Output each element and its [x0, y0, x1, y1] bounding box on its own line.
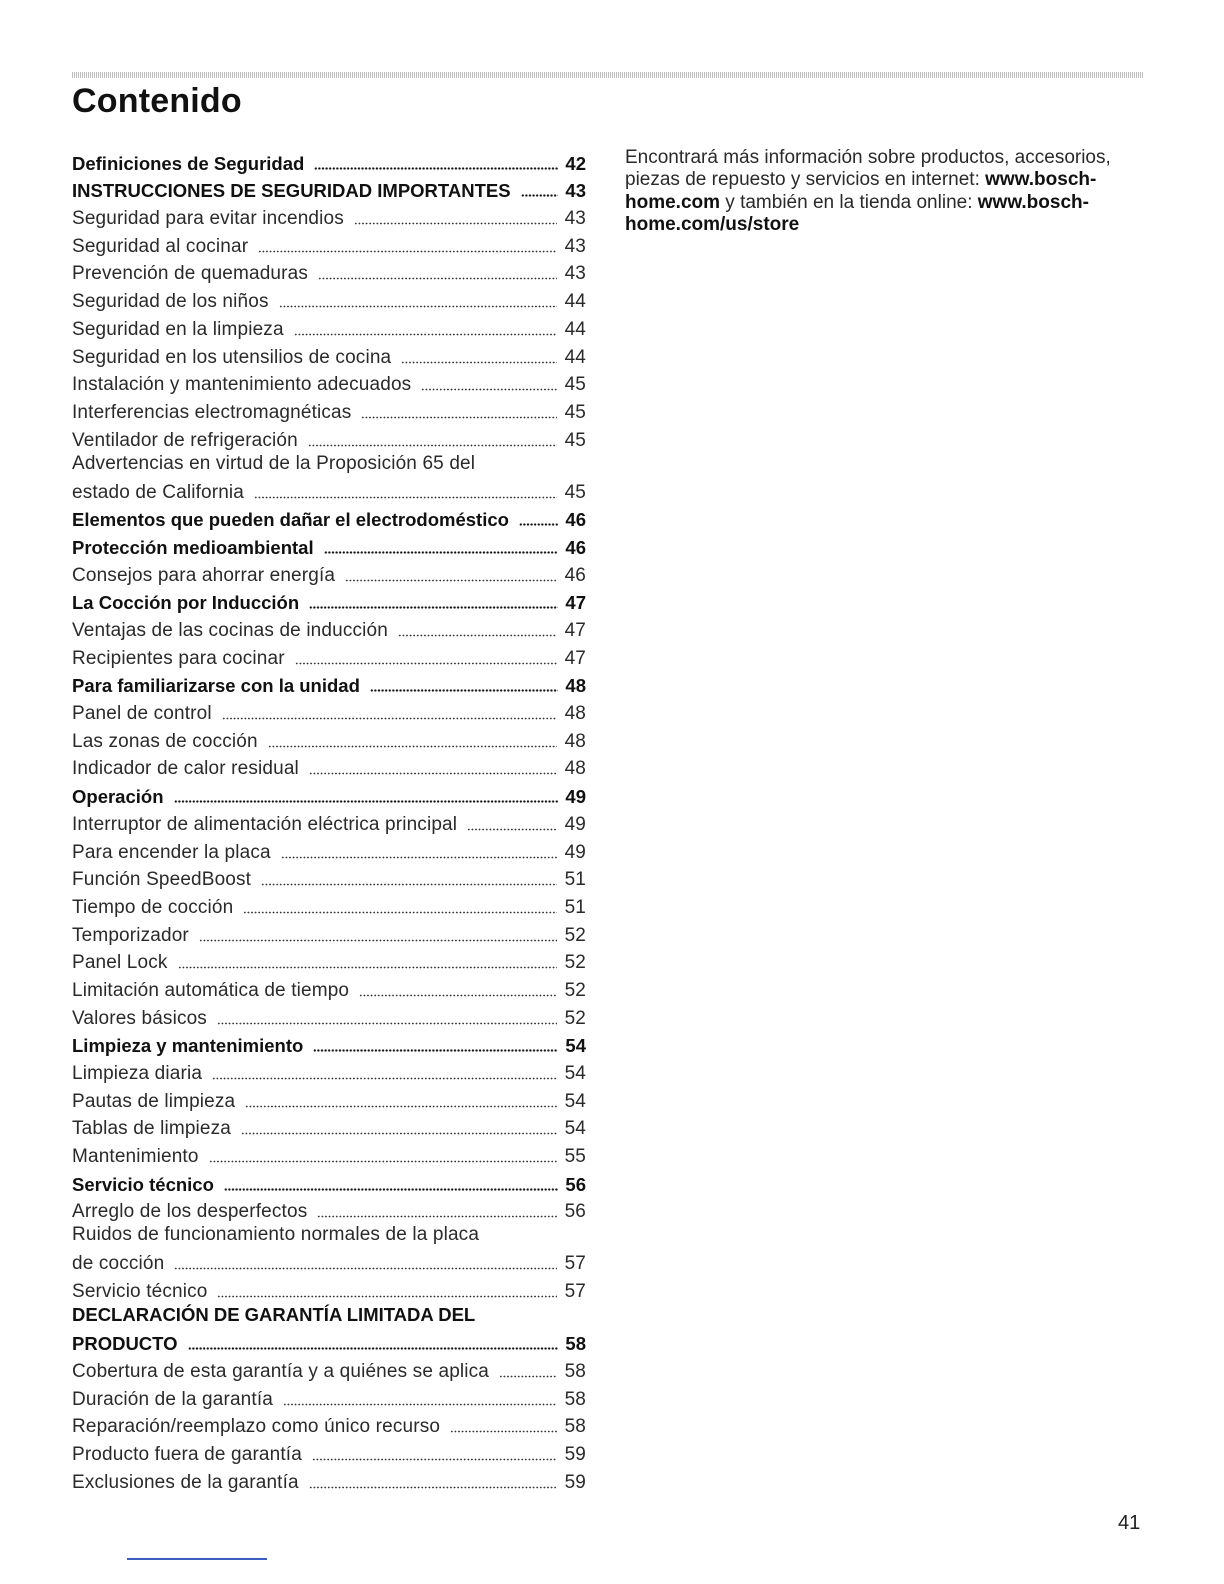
dot-leader: [241, 1132, 557, 1135]
toc-label: Prevención de quemaduras: [72, 263, 308, 285]
dot-leader: [217, 1295, 557, 1298]
toc-item[interactable]: [72, 1196, 586, 1224]
toc-page-number: 58: [565, 1333, 586, 1355]
info-paragraph: [625, 147, 1145, 236]
dot-leader: [450, 1430, 557, 1433]
toc-label: Mantenimiento: [72, 1146, 199, 1168]
toc-item[interactable]: [72, 285, 586, 313]
dot-leader: [421, 388, 557, 391]
toc-page-number: 55: [564, 1146, 586, 1168]
toc-label: Panel Lock: [72, 952, 168, 974]
dot-leader: [359, 994, 557, 997]
dot-leader: [281, 856, 557, 859]
toc-page-number: 42: [565, 152, 586, 174]
toc-page-number: 43: [564, 263, 586, 285]
toc-item[interactable]: [72, 697, 586, 725]
toc-page-number: 57: [564, 1281, 586, 1303]
toc-item[interactable]: [72, 1466, 586, 1494]
toc-page-number: 48: [565, 675, 586, 697]
toc-section[interactable]: [72, 531, 586, 559]
toc-label: Seguridad en la limpieza: [72, 318, 284, 340]
toc-page-number: 56: [564, 1201, 586, 1223]
dot-leader: [258, 250, 557, 253]
dot-leader: [254, 496, 557, 499]
toc-item[interactable]: [72, 725, 586, 753]
toc-label: Protección medioambiental: [72, 536, 314, 558]
dot-leader: [309, 772, 557, 775]
toc-item[interactable]: [72, 1383, 586, 1411]
dot-leader: [295, 662, 557, 665]
top-rule: [72, 72, 1143, 78]
toc-section[interactable]: [72, 780, 586, 808]
dot-leader: [243, 911, 557, 914]
toc-section[interactable]: [72, 1030, 586, 1058]
toc-label: INSTRUCCIONES DE SEGURIDAD IMPORTANTES: [72, 180, 511, 202]
dot-leader: [324, 551, 558, 554]
toc-item[interactable]: [72, 424, 586, 452]
toc-page-number: 48: [564, 758, 586, 780]
toc-label: Interferencias electromagnéticas: [72, 401, 352, 423]
dot-leader: [174, 1267, 557, 1270]
dot-leader: [398, 634, 557, 637]
toc-label: Para encender la placa: [72, 841, 271, 863]
toc-page-number: 59: [564, 1443, 586, 1465]
toc-page-number: 45: [564, 401, 586, 423]
dot-leader: [224, 1188, 558, 1191]
toc-label-continued: de cocción: [72, 1253, 165, 1275]
dot-leader: [308, 444, 557, 447]
toc-item[interactable]: [72, 1057, 586, 1085]
toc-item[interactable]: [72, 1275, 586, 1303]
toc-label: Limpieza y mantenimiento: [72, 1035, 304, 1057]
dot-leader: [178, 966, 557, 969]
toc-label: Tablas de limpieza: [72, 1118, 232, 1140]
toc-item[interactable]: [72, 1085, 586, 1113]
toc-label: Temporizador: [72, 924, 189, 946]
dot-leader: [222, 717, 557, 720]
dot-leader: [268, 745, 557, 748]
toc-section[interactable]: [72, 504, 586, 532]
toc-label: Reparación/reemplazo como único recurso: [72, 1416, 441, 1438]
toc-item[interactable]: [72, 919, 586, 947]
toc-page-number: 51: [564, 896, 586, 918]
dot-leader: [370, 689, 558, 692]
toc-label: Arreglo de los desperfectos: [72, 1201, 308, 1223]
toc-item[interactable]: [72, 808, 586, 836]
toc-label: Ventilador de refrigeración: [72, 429, 298, 451]
toc-item[interactable]: [72, 258, 586, 286]
store-link[interactable]: www.bosch-home.com/us/store: [625, 191, 1089, 235]
toc-item[interactable]: [72, 864, 586, 892]
toc-page-number: 48: [564, 703, 586, 725]
toc-label: Definiciones de Seguridad: [72, 152, 305, 174]
toc-item[interactable]: [72, 1113, 586, 1141]
toc-page-number: 49: [565, 786, 586, 808]
toc-page-number: 43: [564, 235, 586, 257]
toc-page-number: 52: [564, 952, 586, 974]
dot-leader: [312, 1458, 557, 1461]
toc-page-number: 58: [564, 1388, 586, 1410]
toc-page-number: 54: [565, 1035, 586, 1057]
toc-page-number: 43: [565, 180, 586, 202]
toc-item[interactable]: [72, 230, 586, 258]
toc-page-number: 57: [564, 1253, 586, 1275]
toc-page-number: 54: [564, 1090, 586, 1112]
toc-label: Tiempo de cocción: [72, 896, 234, 918]
toc-page-number: 56: [565, 1173, 586, 1195]
toc-label: Producto fuera de garantía: [72, 1443, 302, 1465]
dot-leader: [317, 1215, 557, 1218]
toc-item[interactable]: [72, 396, 586, 424]
toc-page-number: 43: [564, 208, 586, 230]
toc-label: Servicio técnico: [72, 1173, 214, 1195]
dot-leader: [499, 1375, 557, 1378]
toc-label: Las zonas de cocción: [72, 730, 258, 752]
toc-page-number: 52: [564, 979, 586, 1001]
toc-section[interactable]: [72, 587, 586, 615]
toc-page-number: 52: [564, 1007, 586, 1029]
toc-page-number: 45: [564, 481, 586, 503]
toc-page-number: 58: [564, 1416, 586, 1438]
toc-label: Seguridad de los niños: [72, 291, 269, 313]
toc-section[interactable]: [72, 147, 586, 175]
toc-item[interactable]: [72, 836, 586, 864]
toc-label: Consejos para ahorrar energía: [72, 564, 336, 586]
toc-page-number: 48: [564, 730, 586, 752]
toc-label: Interruptor de alimentación eléctrica principal: [72, 813, 458, 835]
dot-leader: [361, 416, 557, 419]
toc-item[interactable]: [72, 1223, 586, 1275]
toc-label: Cobertura de esta garantía y a quiénes se aplica: [72, 1360, 490, 1382]
toc-page-number: 47: [565, 592, 586, 614]
dot-leader: [345, 579, 557, 582]
toc-label: Limpieza diaria: [72, 1063, 203, 1084]
toc-item[interactable]: [72, 642, 586, 670]
dot-leader: [354, 222, 557, 225]
toc-label: Instalación y mantenimiento adecuados: [72, 374, 412, 396]
toc-page-number: 45: [564, 374, 586, 396]
info-text: Encontrará más información sobre productos, accesorios, piezas de repuesto y servicios en internet:: [625, 147, 1111, 191]
dot-leader: [467, 828, 557, 831]
toc-label-continuation-row: [72, 476, 586, 504]
toc-label: Indicador de calor residual: [72, 758, 299, 780]
toc-label: Seguridad en los utensilios de cocina: [72, 346, 392, 368]
toc-item[interactable]: [72, 614, 586, 642]
toc-item[interactable]: [72, 341, 586, 369]
toc-page-number: 49: [564, 813, 586, 835]
dot-leader: [314, 167, 558, 170]
toc-label: La Cocción por Inducción: [72, 592, 300, 614]
page-title: Contenido: [72, 82, 242, 120]
toc-page-number: 45: [564, 429, 586, 451]
toc-item[interactable]: [72, 452, 586, 504]
toc-page-number: 47: [564, 647, 586, 669]
toc-item[interactable]: [72, 974, 586, 1002]
dot-leader: [199, 939, 557, 942]
toc-label: Panel de control: [72, 703, 212, 725]
toc-page-number: 47: [564, 620, 586, 641]
toc-item[interactable]: [72, 753, 586, 781]
page-number: 41: [1118, 1512, 1141, 1534]
toc-label: Exclusiones de la garantía: [72, 1471, 299, 1493]
toc-item[interactable]: [72, 559, 586, 587]
dot-leader: [261, 883, 557, 886]
info-text-continued: y también en la tienda online:: [720, 191, 978, 213]
toc-label: Duración de la garantía: [72, 1388, 273, 1410]
toc-label: Función SpeedBoost: [72, 869, 252, 891]
toc-section[interactable]: [72, 1303, 586, 1355]
toc-label: Recipientes para cocinar: [72, 647, 285, 669]
toc-section[interactable]: [72, 1168, 586, 1196]
toc-page-number: 52: [564, 924, 586, 946]
toc-label: Pautas de limpieza: [72, 1090, 236, 1112]
toc-page-number: 44: [564, 318, 586, 340]
dot-leader: [309, 606, 558, 609]
toc-label-continued: estado de California: [72, 481, 244, 503]
toc-page-number: 46: [565, 536, 586, 558]
dot-leader: [313, 1049, 558, 1052]
dot-leader: [318, 277, 557, 280]
toc-page-number: 46: [565, 509, 586, 531]
toc-label: Limitación automática de tiempo: [72, 979, 350, 1001]
dot-leader: [294, 333, 557, 336]
toc-item[interactable]: [72, 1002, 586, 1030]
toc-label: Seguridad al cocinar: [72, 235, 249, 257]
toc-item[interactable]: [72, 313, 586, 341]
toc-item[interactable]: [72, 891, 586, 919]
toc-label: Valores básicos: [72, 1007, 207, 1029]
toc-label: Servicio técnico: [72, 1281, 208, 1303]
toc-label: Elementos que pueden dañar el electrodoméstico: [72, 509, 509, 531]
toc-item[interactable]: [72, 369, 586, 397]
toc-page-number: 46: [564, 564, 586, 586]
dot-leader: [212, 1077, 557, 1080]
dot-leader: [188, 1347, 558, 1350]
toc-label: Para familiarizarse con la unidad: [72, 675, 360, 697]
dot-leader: [174, 800, 559, 803]
dot-leader: [309, 1486, 557, 1489]
dot-leader: [401, 361, 557, 364]
toc-item[interactable]: [72, 1411, 586, 1439]
toc-label-continued: PRODUCTO: [72, 1333, 178, 1355]
toc-page-number: 54: [564, 1063, 586, 1084]
toc-page-number: 44: [564, 346, 586, 368]
website-link[interactable]: www.bosch-home.com: [625, 169, 1097, 213]
toc-page-number: 59: [564, 1471, 586, 1493]
dot-leader: [209, 1160, 557, 1163]
table-of-contents: [72, 147, 586, 1494]
toc-label: Ruidos de funcionamiento normales de la placa: [72, 1224, 480, 1246]
toc-page-number: 58: [564, 1360, 586, 1382]
toc-page-number: 44: [564, 291, 586, 313]
toc-section[interactable]: [72, 670, 586, 698]
dot-leader: [283, 1403, 557, 1406]
dot-leader: [245, 1105, 557, 1108]
toc-label: Ventajas de las cocinas de inducción: [72, 620, 388, 641]
toc-item[interactable]: [72, 1355, 586, 1383]
toc-label: DECLARACIÓN DE GARANTÍA LIMITADA DEL: [72, 1304, 476, 1326]
toc-item[interactable]: [72, 947, 586, 975]
dot-leader: [279, 305, 557, 308]
toc-section[interactable]: [72, 175, 586, 203]
toc-page-number: 49: [564, 841, 586, 863]
toc-label: Operación: [72, 786, 164, 808]
toc-label-continuation-row: [72, 1327, 586, 1355]
dot-leader: [217, 1022, 557, 1025]
dot-leader: [519, 523, 558, 526]
toc-item[interactable]: [72, 202, 586, 230]
footer-line: [127, 1558, 267, 1560]
toc-label: Advertencias en virtud de la Proposición 65 del: [72, 452, 476, 474]
toc-page-number: 51: [564, 869, 586, 891]
toc-item[interactable]: [72, 1438, 586, 1466]
toc-label: Seguridad para evitar incendios: [72, 208, 344, 230]
toc-page-number: 54: [564, 1118, 586, 1140]
toc-item[interactable]: [72, 1140, 586, 1168]
toc-label-continuation-row: [72, 1247, 586, 1275]
dot-leader: [521, 194, 558, 197]
